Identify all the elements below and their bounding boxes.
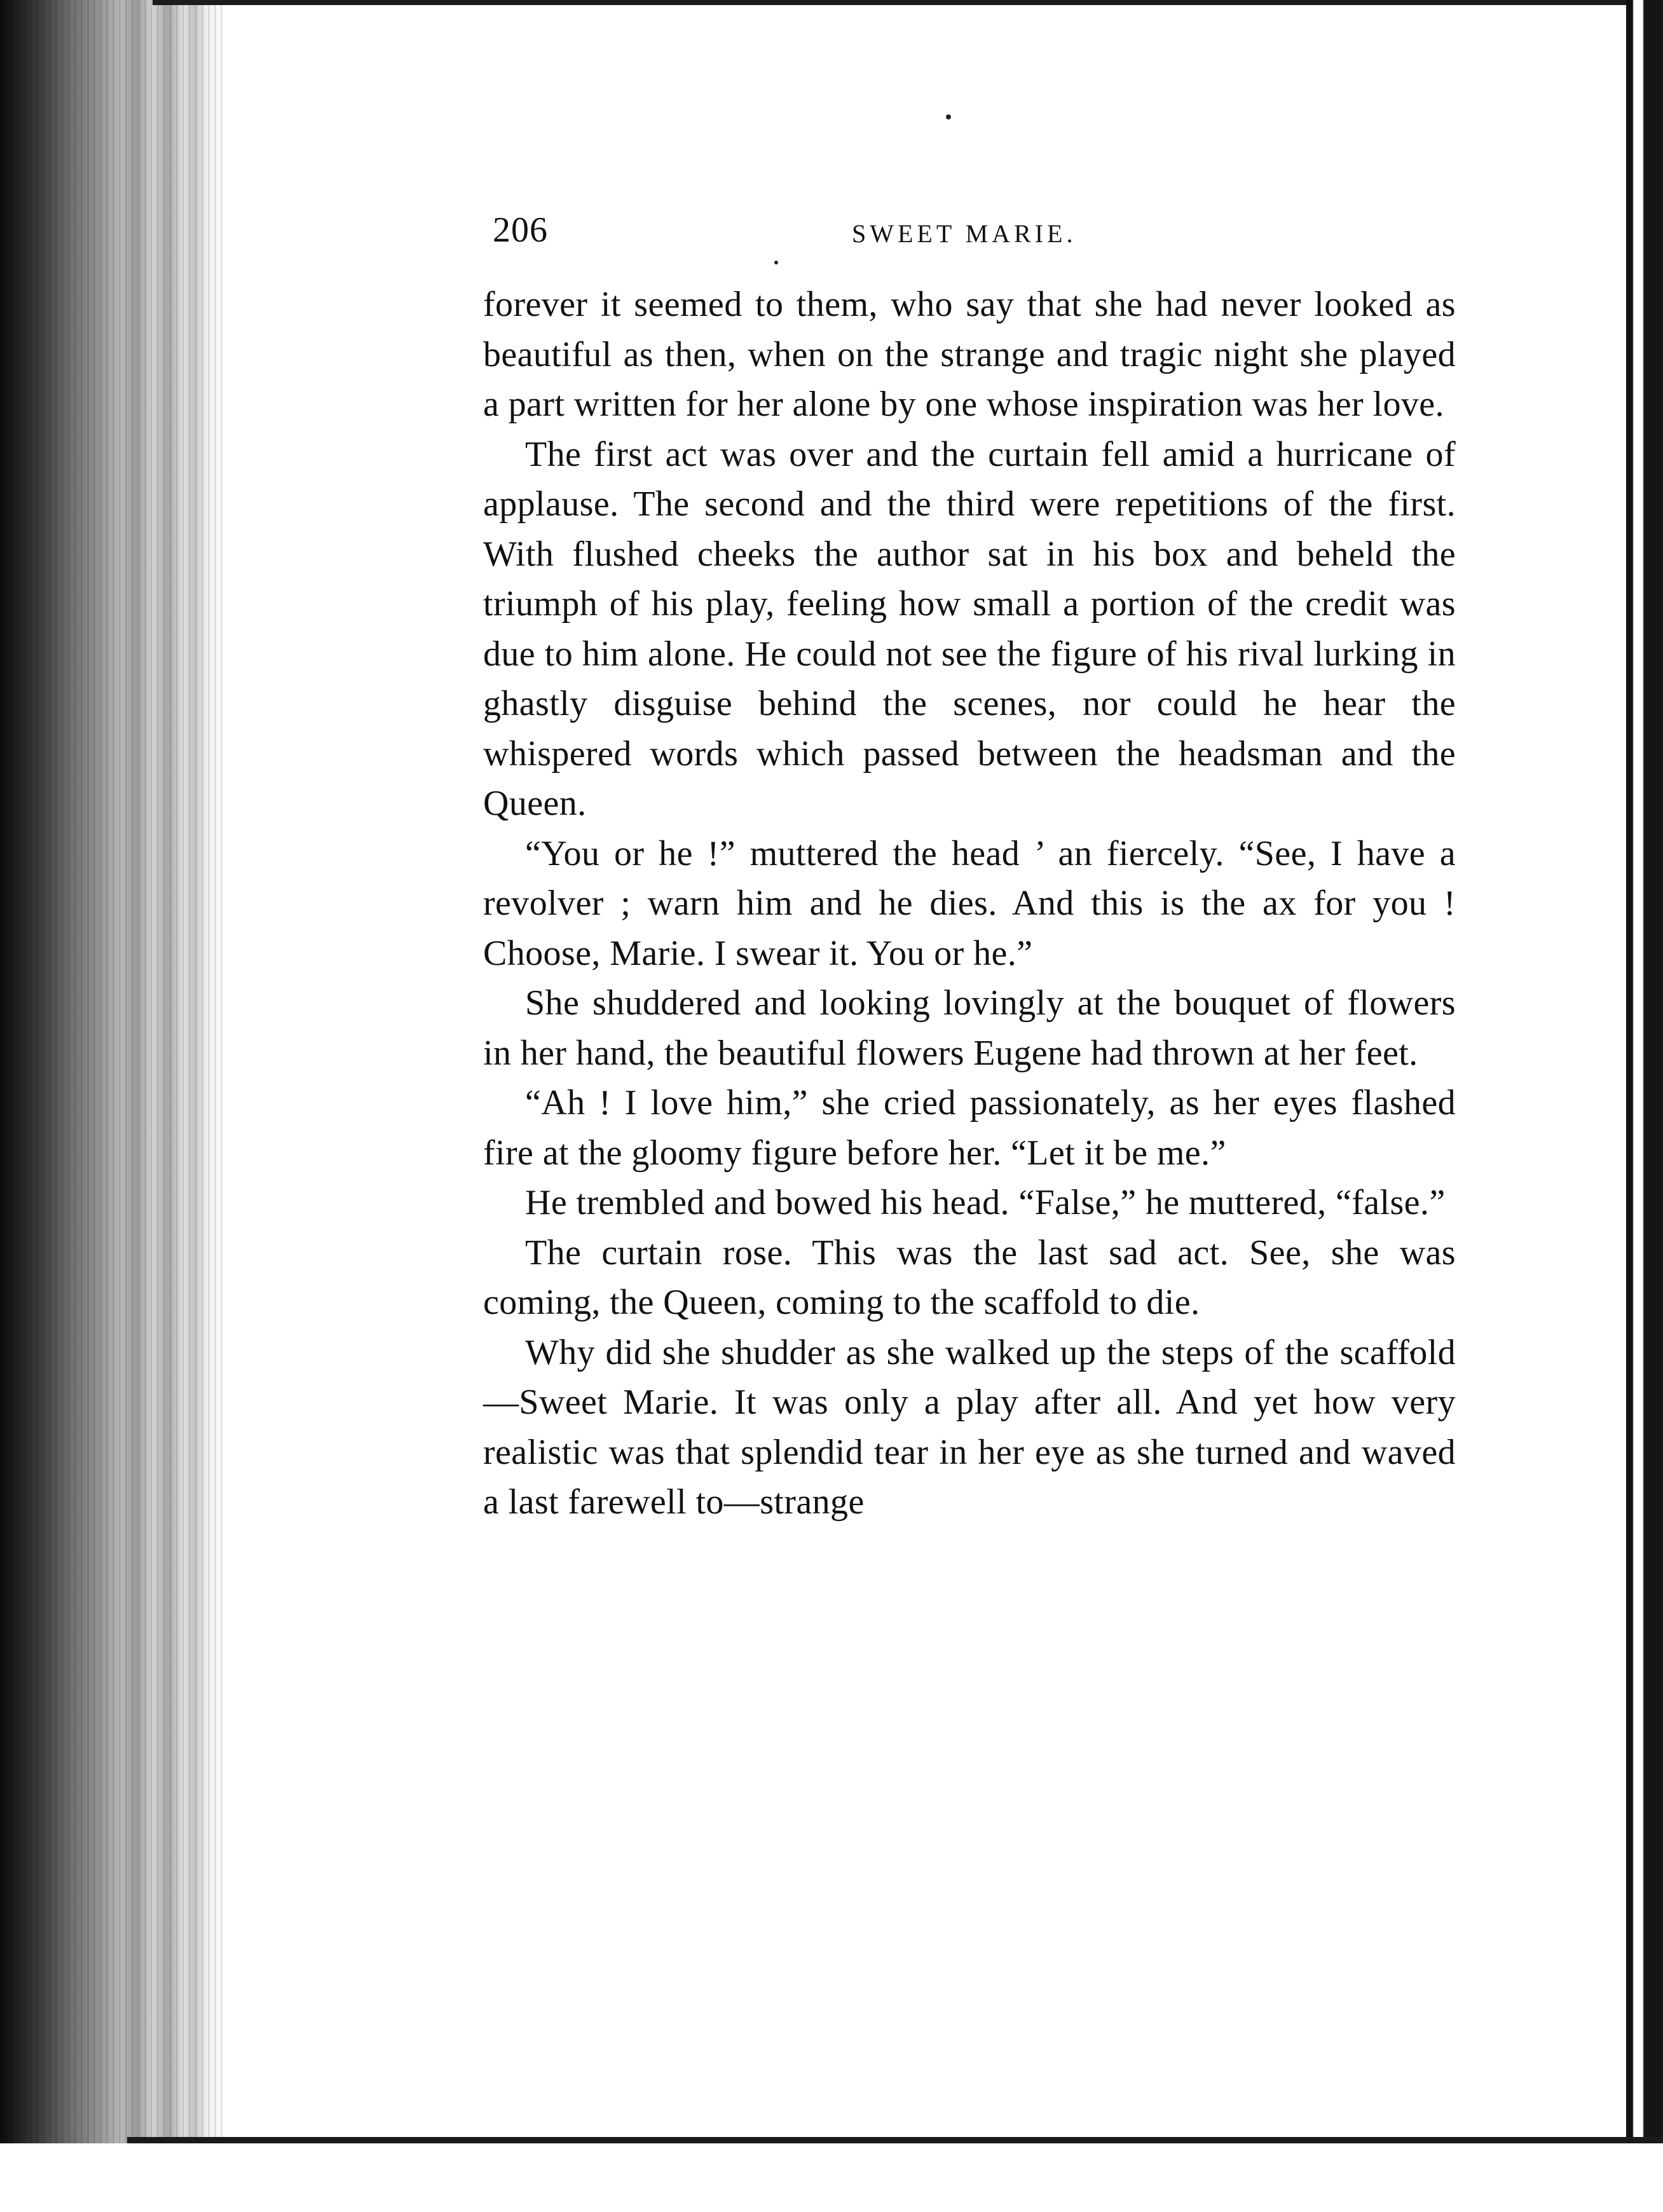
paragraph: forever it seemed to them, who say that she had never looked as beautiful as then, when on the strange and tragic night she played a part written for her alone by one whose inspiration was her love. [483, 285, 1456, 424]
paragraph: He trembled and bowed his head. “False,” he muttered, “false.” [525, 1183, 1446, 1222]
facing-page-edge [1626, 0, 1663, 2143]
body-text [483, 280, 1456, 1527]
paragraph: “You or he !” muttered the head ’ an fiercely. “See, I have a revolver ; warn him and he dies. And this is the ax for you ! Choose, Marie. I swear it. You or he.” [483, 833, 1456, 973]
scan-speck [946, 114, 951, 119]
running-head [483, 210, 1456, 267]
page-bottom-edge [127, 2137, 1663, 2143]
book-page [483, 210, 1456, 1527]
running-title: SWEET MARIE. [852, 219, 1077, 248]
paragraph: The curtain rose. This was the last sad act. See, she was coming, the Queen, coming to the scaffold to die. [483, 1232, 1456, 1322]
paragraph: She shuddered and looking lovingly at the bouquet of flowers in her hand, the beautiful flowers Eugene had thrown at her feet. [483, 983, 1456, 1073]
page-number: 206 [493, 210, 548, 250]
page-bottom-margin [0, 2143, 1663, 2212]
paragraph: The first act was over and the curtain fell amid a hurricane of applause. The second and the third were repetitions of the first. With flushed cheeks the author sat in his box and beheld the triumph of his play, feeling how small a portion of the credit was due to him alone. He could not see the figure of his rival lurking in ghastly disguise behind the scenes, nor could he hear the whispered words which passed between the headsman and the Queen. [483, 434, 1456, 823]
book-page-edge [0, 0, 226, 2212]
paragraph: “Ah ! I love him,” she cried passionately, as her eyes flashed fire at the gloomy figure before her. “Let it be me.” [483, 1083, 1456, 1173]
paragraph: Why did she shudder as she walked up the steps of the scaffold—Sweet Marie. It was only a play after all. And yet how very realistic was that splendid tear in her eye as she turned and waved a last farewell to—strange [483, 1332, 1456, 1522]
page-top-edge [153, 0, 1634, 5]
